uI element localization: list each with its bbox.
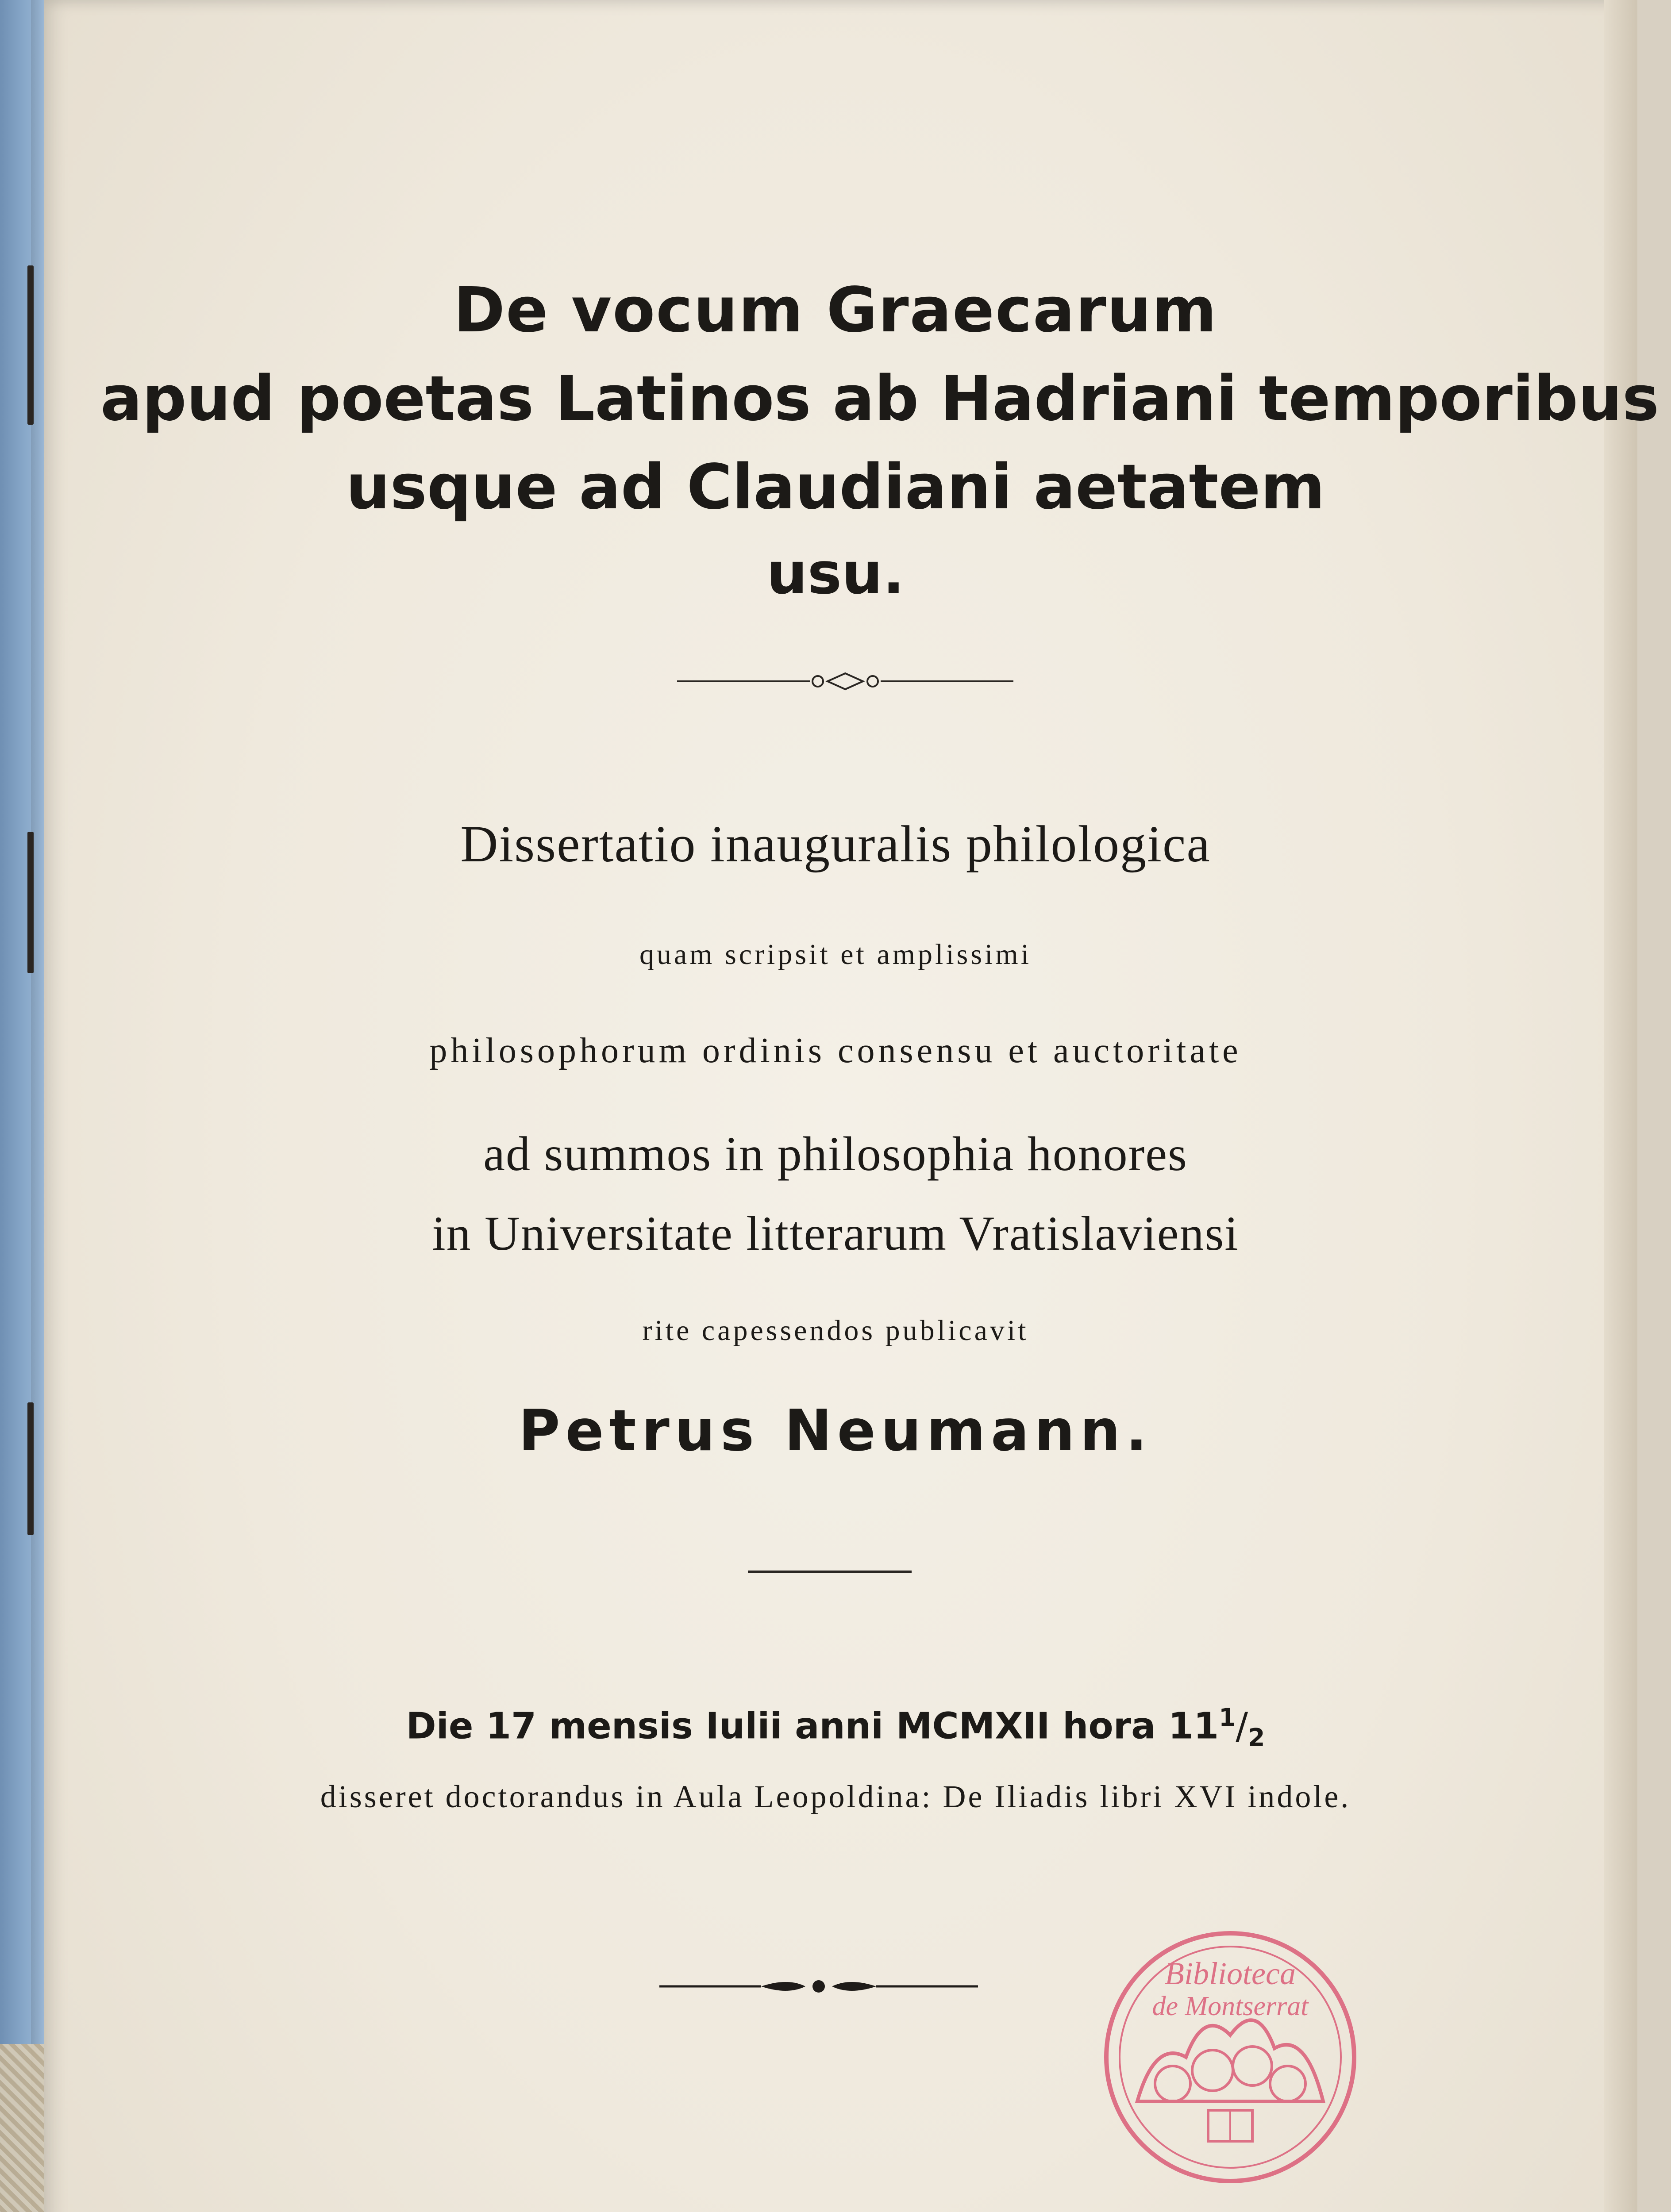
dissertation-line-5: rite capessendos publicavit — [642, 1314, 1029, 1347]
stamp-text-line-2: de Montserrat — [1152, 1991, 1309, 2021]
defense-date — [0, 1703, 1671, 1752]
ornament-divider-small — [677, 668, 1013, 695]
defense-date-text: Die 17 mensis Iulii anni MCMXII hora 11 — [406, 1705, 1219, 1747]
fraction-denominator: 2 — [1248, 1723, 1265, 1752]
stamp-text-line-1: Biblioteca — [1165, 1956, 1296, 1991]
dissertation-line-3: ad summos in philosophia honores — [483, 1127, 1188, 1181]
torn-spine-patch — [0, 2044, 44, 2212]
title-line-2: apud poetas Latinos ab Hadriani temporibus — [100, 363, 1659, 435]
title-line-3: usque ad Claudiani aetatem — [346, 451, 1325, 523]
dissertation-line-2: philosophorum ordinis consensu et auctoritate — [429, 1031, 1242, 1070]
dissertation-heading: Dissertatio inauguralis philologica — [460, 815, 1211, 873]
dissertation-line-1: quam scripsit et amplissimi — [639, 938, 1032, 971]
short-rule — [748, 1571, 912, 1573]
author-name: Petrus Neumann. — [518, 1398, 1153, 1464]
ornament-divider-large — [659, 1973, 978, 2000]
title-line-1: De vocum Graecarum — [453, 274, 1218, 346]
title-line-4: usu. — [766, 540, 905, 607]
disputation-line: disseret doctorandus in Aula Leopoldina: De Iliadis libri XVI indole. — [320, 1779, 1351, 1814]
fraction-numerator: 1 — [1219, 1703, 1236, 1732]
fraction-separator: / — [1236, 1705, 1248, 1747]
library-stamp — [1097, 1924, 1363, 2190]
dissertation-line-4: in Universitate litterarum Vratislaviensi — [432, 1206, 1239, 1260]
